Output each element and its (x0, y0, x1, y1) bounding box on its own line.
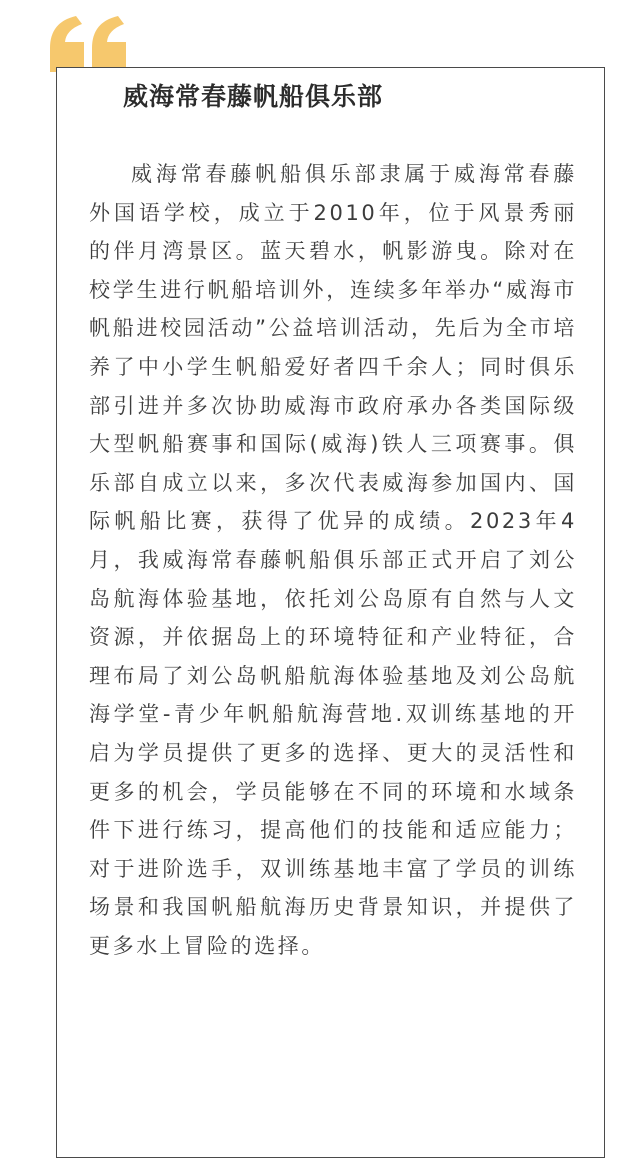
article-card (56, 67, 605, 1158)
quote-right-glyph (92, 16, 126, 72)
article-title: 威海常春藤帆船俱乐部 (123, 82, 384, 111)
article-body: 威海常春藤帆船俱乐部隶属于威海常春藤外国语学校，成立于2010年，位于风景秀丽的伴月湾景区。蓝天碧水，帆影游曳。除对在校学生进行帆船培训外，连续多年举办“威海市帆船进校园活动”公益培训活动，先后为全市培养了中小学生帆船爱好者四千余人；同时俱乐部引进并多次协助威海市政府承办各类国际级大型帆船赛事和国际(威海)铁人三项赛事。俱乐部自成立以来，多次代表威海参加国内、国际帆船比赛，获得了优异的成绩。2023年4月，我威海常春藤帆船俱乐部正式开启了刘公岛航海体验基地，依托刘公岛原有自然与人文资源，并依据岛上的环境特征和产业特征，合理布局了刘公岛帆船航海体验基地及刘公岛航海学堂-青少年帆船航海营地.双训练基地的开启为学员提供了更多的选择、更大的灵活性和更多的机会，学员能够在不同的环境和水域条件下进行练习，提高他们的技能和适应能力；对于进阶选手，双训练基地丰富了学员的训练场景和我国帆船航海历史背景知识，并提供了更多水上冒险的选择。 (89, 162, 577, 958)
quote-left-glyph (50, 16, 84, 72)
quotation-mark-icon (46, 14, 132, 74)
